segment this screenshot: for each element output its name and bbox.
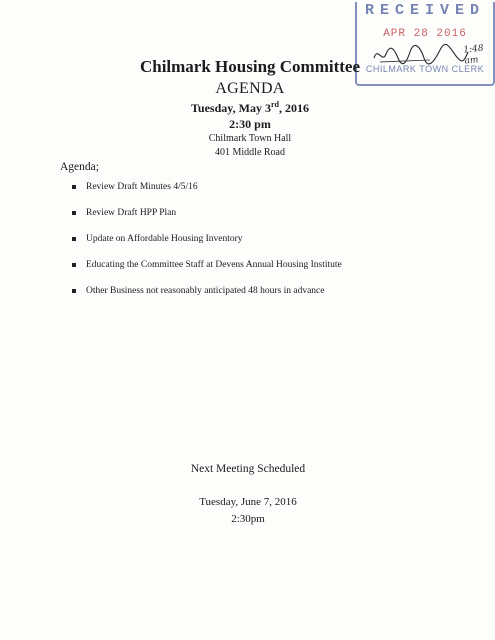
handwritten-time-note: 1:48 am <box>462 43 485 67</box>
committee-name: Chilmark Housing Committee <box>139 57 361 76</box>
agenda-items <box>72 181 342 311</box>
meeting-date-year: , 2016 <box>278 101 309 115</box>
meeting-location: Chilmark Town Hall <box>208 133 292 144</box>
meeting-date-main: Tuesday, May 3 <box>191 101 271 115</box>
agenda-item <box>72 285 342 311</box>
meeting-time: 2:30 pm <box>229 117 271 131</box>
agenda-item-text: Review Draft Minutes 4/5/16 <box>86 182 198 192</box>
agenda-item-text: Educating the Committee Staff at Devens Annual Housing Institute <box>86 260 342 270</box>
bullet-icon <box>72 237 76 241</box>
bullet-icon <box>72 211 76 215</box>
meeting-date-suffix: rd <box>270 100 279 109</box>
agenda-label: Agenda; <box>60 161 99 173</box>
agenda-item-text: Review Draft HPP Plan <box>86 208 177 218</box>
agenda-item <box>72 259 342 285</box>
stamp-date: APR 28 2016 <box>383 28 467 40</box>
bullet-icon <box>72 289 76 293</box>
agenda-item <box>72 207 342 233</box>
agenda-item <box>72 181 342 207</box>
bullet-icon <box>72 263 76 267</box>
meeting-date <box>60 101 440 116</box>
next-meeting-time: 2:30pm <box>231 513 265 525</box>
agenda-title: AGENDA <box>215 80 285 97</box>
bullet-icon <box>72 185 76 189</box>
agenda-item-text: Other Business not reasonably anticipated 48 hours in advance <box>86 286 325 296</box>
agenda-item-text: Update on Affordable Housing Inventory <box>86 234 243 244</box>
next-meeting-date: Tuesday, June 7, 2016 <box>199 496 297 508</box>
stamp-received-text: RECEIVED <box>364 2 485 19</box>
stamp-town-clerk: CHILMARK TOWN CLERK <box>365 64 485 74</box>
agenda-item <box>72 233 342 259</box>
meeting-address: 401 Middle Road <box>215 147 285 158</box>
next-meeting-heading: Next Meeting Scheduled <box>190 463 306 475</box>
